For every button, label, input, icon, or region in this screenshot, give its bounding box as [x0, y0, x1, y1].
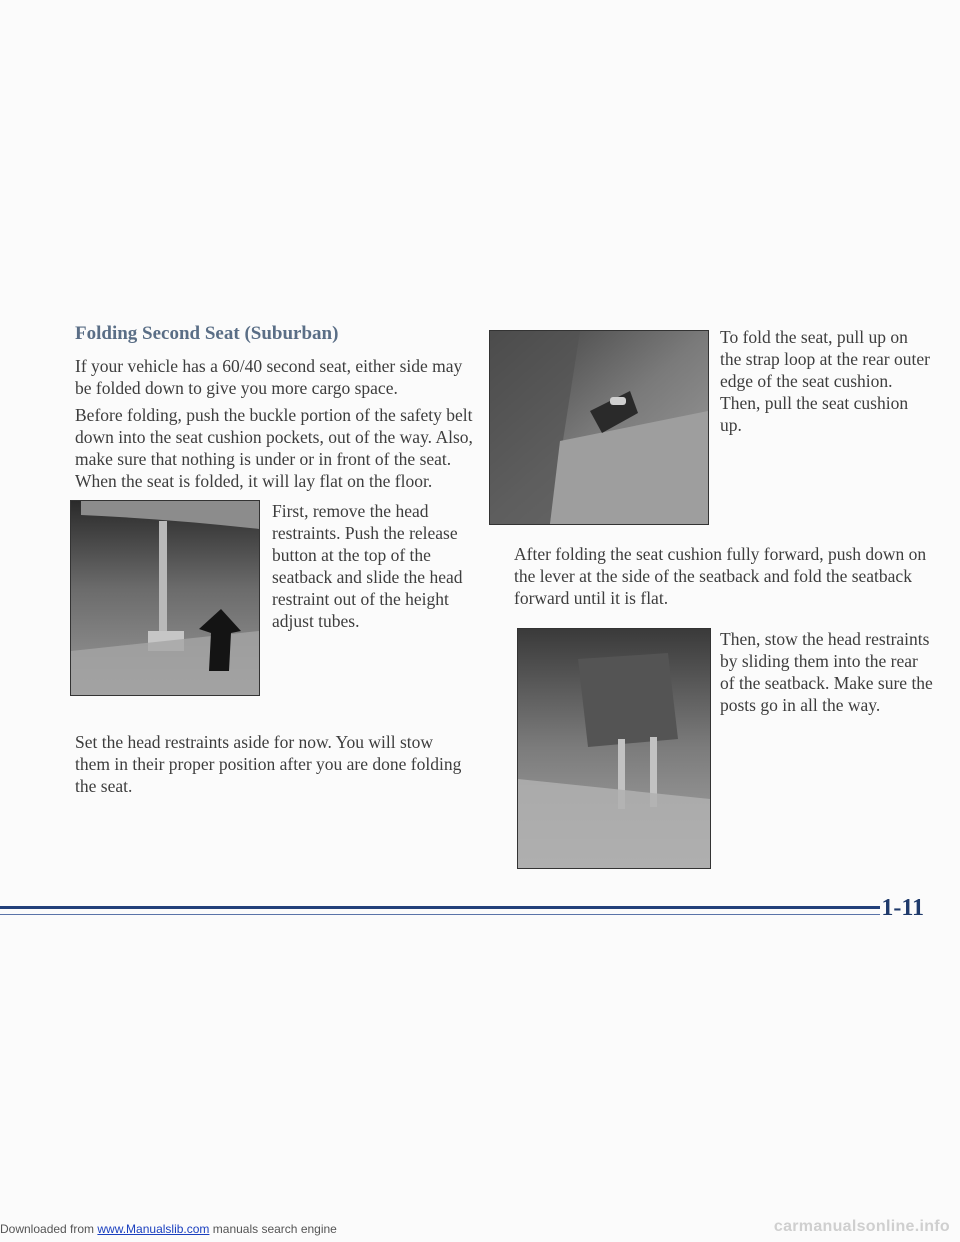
- footer-suffix: manuals search engine: [209, 1222, 337, 1236]
- footer-prefix: Downloaded from: [0, 1222, 98, 1236]
- page-divider-thin: [0, 914, 880, 915]
- step-1-text: First, remove the head restraints. Push the release button at the top of the seatback and slide the head restraint out of the height adjust tubes.: [272, 501, 463, 631]
- stow-head-restraint-photo: [517, 628, 711, 869]
- download-footer: [0, 1222, 337, 1236]
- head-restraint-removal-photo: [70, 500, 260, 696]
- page-divider-thick: [0, 906, 880, 909]
- seat-strap-loop-photo: [489, 330, 709, 525]
- site-watermark: carmanualsonline.info: [773, 1218, 950, 1235]
- manualslib-link[interactable]: www.Manualslib.com: [97, 1222, 210, 1236]
- section-heading: Folding Second Seat (Suburban): [75, 323, 339, 344]
- set-aside-text: Set the head restraints aside for now. You will stow them in their proper position after you are done folding the seat.: [75, 732, 462, 796]
- intro-paragraph-1: If your vehicle has a 60/40 second seat, either side may be folded down to give you more cargo space.: [75, 356, 463, 398]
- intro-paragraph-2: Before folding, push the buckle portion of the safety belt down into the seat cushion pockets, out of the way. Also, make sure that nothing is under or in front of the seat. When the seat is folded, it will lay flat on the floor.: [75, 405, 473, 491]
- step-2-text: To fold the seat, pull up on the strap loop at the rear outer edge of the seat cushion. Then, pull the seat cushion up.: [720, 327, 930, 435]
- step-3-text: After folding the seat cushion fully forward, push down on the lever at the side of the seatback and fold the seatback forward until it is flat.: [514, 544, 927, 608]
- step-4-text: Then, stow the head restraints by sliding them into the rear of the seatback. Make sure the posts go in all the way.: [720, 629, 933, 715]
- page-number: 1-11: [881, 895, 924, 921]
